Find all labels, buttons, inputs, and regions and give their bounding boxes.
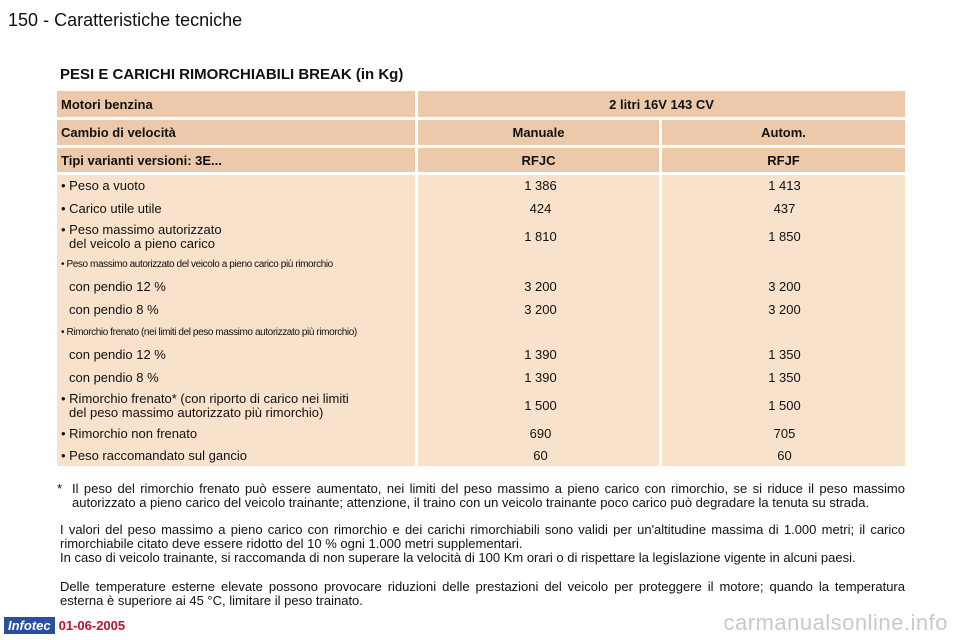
footnote-text: Il peso del rimorchio frenato può essere aumentato, nei limiti del peso massimo a pieno carico con rimorchio, se si riduce il peso massimo autorizzato a pieno carico del veicolo trainante; attenzione, il traino con un veicolo trainante poco carico può degradare la tenuta su strada. bbox=[72, 481, 905, 510]
footer-date: 01-06-2005 bbox=[58, 618, 126, 633]
infotec-logo: Infotec bbox=[4, 617, 55, 634]
engine-value: 2 litri 16V 143 CV bbox=[418, 91, 905, 117]
footnote-asterisk: * bbox=[57, 481, 63, 496]
paragraph-altitude: I valori del peso massimo a pieno carico con rimorchio e dei carichi rimorchiabili sono validi per un'altitudine massima di 1.000 metri; il carico rimorchiabile citato deve essere ridotto del 10 % ogni 1.000 metri supplementari. bbox=[60, 522, 905, 551]
footnote bbox=[57, 481, 905, 510]
paragraph-speed: In caso di veicolo trainante, si raccomanda di non superare la velocità di 100 Km orari o di rispettare la legislazione vigente in alcuni paesi. bbox=[60, 550, 856, 565]
section-title: PESI E CARICHI RIMORCHIABILI BREAK (in Kg) bbox=[60, 66, 404, 83]
paragraph-temperature: Delle temperature esterne elevate possono provocare riduzioni delle prestazioni del veicolo per proteggere il motore; quando la temperatura esterna è superiore ai 45 °C, limitare il peso trainato. bbox=[60, 579, 905, 608]
engine-label: Motori benzina bbox=[57, 91, 415, 117]
gearbox-auto: Autom. bbox=[662, 120, 905, 145]
table-rows: • Peso a vuoto 1 386 1 413 • Carico utile utile 424 437 • Peso massimo autorizzato del veicolo a pieno carico 1 810 1 850 • Peso massimo autorizzato del veicolo a pieno carico più rimorchio con pendio 12 % 3 200 3 200 con pendio 8 % 3 200 3 200 • Rimorchio frenato (nei limiti del peso massimo autorizzato più rimorchio) con pendio 12 % 1 390 1 350 con pendio 8 % 1 390 1 350 • Rimorchio frenato* (con riporto di carico nei limiti del peso massimo autorizzato più rimorchio) 1 500 1 500 • Rimorchio non frenato 690 705 • Peso raccomandato sul gancio 60 60 bbox=[61, 178, 801, 463]
gearbox-manual: Manuale bbox=[418, 120, 659, 145]
gearbox-label: Cambio di velocità bbox=[57, 120, 415, 145]
variant-auto: RFJF bbox=[662, 148, 905, 172]
variant-manual: RFJC bbox=[418, 148, 659, 172]
variants-label: Tipi varianti versioni: 3E... bbox=[57, 148, 415, 172]
page-number: 150 bbox=[8, 10, 39, 30]
footer bbox=[4, 617, 125, 634]
chapter-title: Caratteristiche tecniche bbox=[54, 10, 243, 30]
header-separator: - bbox=[43, 10, 50, 30]
watermark: carmanualsonline.info bbox=[723, 610, 948, 635]
